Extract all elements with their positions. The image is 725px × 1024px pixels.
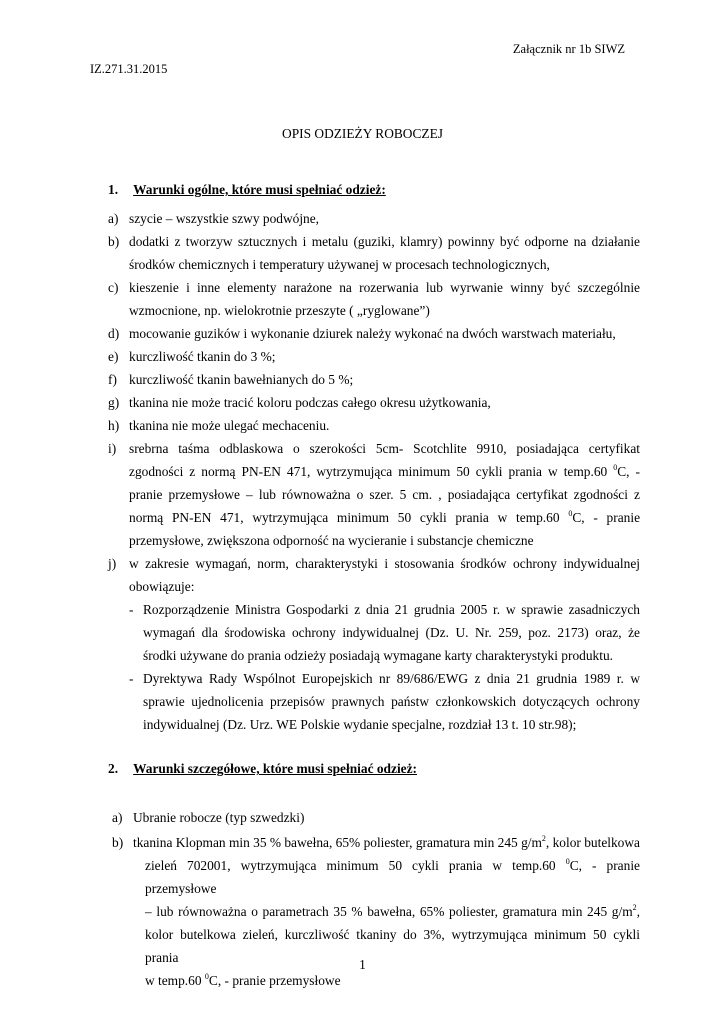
list-item-line: pranie przemysłowe – lub równoważna o szer. 5 cm. , posiadająca certyfikat zgodności z xyxy=(129,487,640,502)
list-marker: b) xyxy=(112,835,124,850)
list-marker: h) xyxy=(108,418,120,433)
list-marker: c) xyxy=(108,280,119,295)
list-item-line: kolor butelkowa zieleń, kurczliwość tkaniny do 3%, wytrzymująca minimum 50 cykli prania xyxy=(145,927,640,965)
text-fragment: w temp.60 xyxy=(145,973,205,988)
list-item xyxy=(108,414,640,437)
text-fragment: C, - pranie przemysłowe xyxy=(208,973,341,988)
text-fragment: , xyxy=(636,904,640,919)
list-item-line xyxy=(133,831,640,854)
section-2-heading xyxy=(108,757,417,780)
superscript: 0 xyxy=(613,463,618,472)
text-fragment: – lub równoważna o parametrach 35 % bawełna, 65% poliester, gramatura min 245 g/m xyxy=(145,904,633,919)
section-1-number: 1. xyxy=(108,182,119,197)
list-item xyxy=(112,806,640,829)
list-item xyxy=(108,276,640,322)
reference-number: IZ.271.31.2015 xyxy=(90,62,168,76)
section-1-title: Warunki ogólne, które musi spełniać odzież: xyxy=(133,182,386,197)
legal-reference-item xyxy=(129,598,640,667)
list-item-line: indywidualnej (Dz. Urz. WE Polskie wydanie specjalne, rozdział 13 t. 10 str.98); xyxy=(143,717,577,732)
superscript: 2 xyxy=(632,903,637,912)
list-item-line: obowiązuje: xyxy=(129,579,195,594)
list-item-line: środki używane do prania odzieży posiadają wymagane karty charakterystyki produktu. xyxy=(143,648,613,663)
list-item-line: tkanina nie może tracić koloru podczas całego okresu użytkowania, xyxy=(129,395,491,410)
list-item-text: Ubranie robocze (typ szwedzki) xyxy=(133,810,305,825)
list-item-line: kurczliwość tkanin bawełnianych do 5 %; xyxy=(129,372,354,387)
list-item-line: szycie – wszystkie szwy podwójne, xyxy=(129,211,320,226)
list-marker: g) xyxy=(108,395,120,410)
list-item-line xyxy=(133,900,640,923)
text-fragment: normą PN-EN 471, wytrzymująca minimum 50 cykli prania w temp.60 xyxy=(129,510,569,525)
text-fragment: C, - pranie przemysłowe xyxy=(145,858,640,896)
legal-reference-item xyxy=(129,667,640,736)
list-item-line: kieszenie i inne elementy narażone na rozerwania lub wyrwanie winny być szczególnie xyxy=(129,280,640,295)
page-title: OPIS ODZIEŻY ROBOCZEJ xyxy=(282,126,443,141)
list-item-line: sprawie ujednolicenia przepisów prawnych państw członkowskich dotyczących ochrony xyxy=(143,694,640,709)
list-marker: a) xyxy=(112,810,123,825)
superscript: 2 xyxy=(541,834,546,843)
list-marker: b) xyxy=(108,234,120,249)
text-fragment: tkanina Klopman min 35 % bawełna, 65% poliester, gramatura min 245 g/m xyxy=(133,835,542,850)
list-item-line: mocowanie guzików i wykonanie dziurek należy wykonać na dwóch warstwach materiału, xyxy=(129,326,616,341)
list-item xyxy=(108,345,640,368)
list-marker: e) xyxy=(108,349,119,364)
section-2-title: Warunki szczegółowe, które musi spełniać odzież: xyxy=(133,761,418,776)
list-item-line: środków chemicznych i temperatury używanej w procesach technologicznych, xyxy=(129,257,550,272)
section-1-heading xyxy=(108,178,386,201)
list-item xyxy=(108,437,640,552)
list-item-line: Rozporządzenie Ministra Gospodarki z dnia 21 grudnia 2005 r. w sprawie zasadniczych xyxy=(143,602,640,617)
list-item-line: tkanina nie może ulegać mechaceniu. xyxy=(129,418,330,433)
dash-marker: - xyxy=(129,602,134,617)
list-item xyxy=(108,322,640,345)
text-fragment: zieleń 702001, wytrzymująca minimum 50 cykli prania w temp.60 xyxy=(145,858,566,873)
attachment-label: Załącznik nr 1b SIWZ xyxy=(512,42,625,56)
list-item-line: wzmocnione, np. wielokrotnie przeszyte ( „ryglowane”) xyxy=(129,303,430,318)
superscript: 0 xyxy=(565,857,570,866)
list-marker: j) xyxy=(108,556,117,571)
text-fragment: , kolor butelkowa xyxy=(545,835,640,850)
section-2-number: 2. xyxy=(108,761,119,776)
text-fragment: zgodności z normą PN-EN 471, wytrzymująca minimum 50 cykli prania w temp.60 xyxy=(129,464,614,479)
list-item-line xyxy=(133,854,640,900)
page-number: 1 xyxy=(359,957,366,972)
list-item xyxy=(108,552,640,736)
list-item-line: przemysłowe, zwiększona odporność na wycieranie i substancje chemiczne xyxy=(129,533,534,548)
legal-references-list xyxy=(129,598,640,736)
superscript: 0 xyxy=(204,972,209,981)
list-item-line xyxy=(129,460,640,483)
dash-marker: - xyxy=(129,671,134,686)
list-item-line: wymagań dla środowiska ochrony indywidualnej (Dz. U. Nr. 259, poz. 2173) oraz, że xyxy=(143,625,640,640)
list-item-line: kurczliwość tkanin do 3 %; xyxy=(129,349,276,364)
list-item-line: w zakresie wymagań, norm, charakterystyki i stosowania środków ochrony indywidualnej xyxy=(129,556,640,571)
list-item xyxy=(108,207,640,230)
superscript: 0 xyxy=(568,509,573,518)
list-item xyxy=(108,230,640,276)
list-item xyxy=(108,368,640,391)
list-item-line: Dyrektywa Rady Wspólnot Europejskich nr 89/686/EWG z dnia 21 grudnia 1989 r. w xyxy=(143,671,640,686)
list-item-line xyxy=(129,506,640,529)
list-marker: d) xyxy=(108,326,120,341)
list-item-line: dodatki z tworzyw sztucznych i metalu (guziki, klamry) powinny być odporne na działanie xyxy=(129,234,640,249)
text-fragment: C, - xyxy=(617,464,640,479)
list-marker: i) xyxy=(108,441,117,456)
list-marker: f) xyxy=(108,372,117,387)
general-conditions-list xyxy=(108,207,640,736)
list-item-line: srebrna taśma odblaskowa o szerokości 5cm- Scotchlite 9910, posiadająca certyfikat xyxy=(129,441,640,456)
text-fragment: C, - pranie xyxy=(572,510,641,525)
list-item xyxy=(108,391,640,414)
list-marker: a) xyxy=(108,211,119,226)
